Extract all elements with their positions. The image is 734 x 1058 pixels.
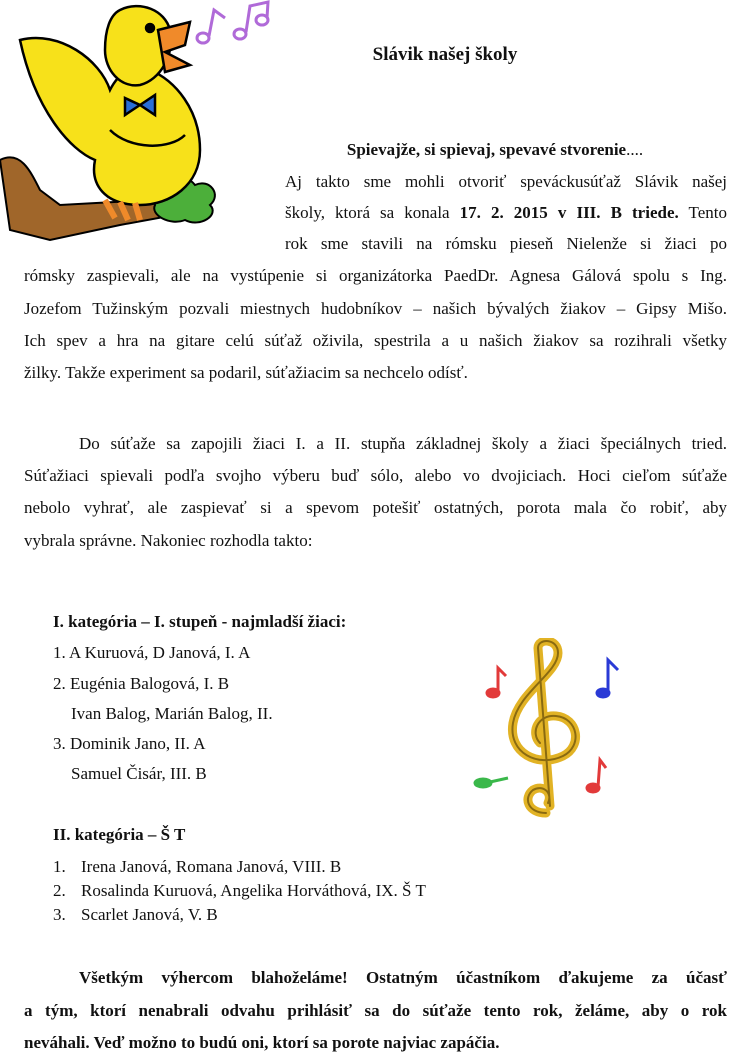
intro-line: Jozefom Tužinským pozvali miestnych hudobníkov – našich bývalých žiakov – Gipsy Mišo. — [24, 299, 727, 318]
intro-text: Tento — [678, 203, 727, 222]
list-number: 2. — [53, 881, 66, 900]
treble-clef-illustration — [468, 638, 624, 820]
para2-line: nebolo vyhrať, ale zaspievať si a spevom potešiť ostatných, porota mala čo robiť, aby — [24, 498, 727, 517]
intro-line: žilky. Takže experiment sa podaril, súťažiacim sa nechcelo odísť. — [24, 363, 468, 382]
closing-line: neváhali. Veď možno to budú oni, ktorí sa porote najviac zapáčia. — [24, 1033, 500, 1052]
para2-line: Súťažiaci spievali podľa svojho výberu buď sólo, alebo vo dvojiciach. Hoci cieľom súťaže — [24, 466, 727, 485]
page-title: Slávik našej školy — [372, 44, 518, 65]
list-item: 3. Dominik Jano, II. A — [53, 734, 206, 753]
para2-line: Do súťaže sa zapojili žiaci I. a II. stupňa základnej školy a žiaci špeciálnych tried. — [79, 434, 727, 453]
list-item — [53, 879, 426, 902]
list-text: Rosalinda Kuruová, Angelika Horváthová, IX. Š T — [81, 881, 426, 900]
music-note-icon — [197, 2, 268, 43]
para2-line: vybrala správne. Nakoniec rozhodla takto: — [24, 531, 313, 550]
intro-text: školy, ktorá sa konala — [285, 203, 460, 222]
intro-line: rómsky zaspievali, ale na vystúpenie si organizátorka PaedDr. Agnesa Gálová spolu s Ing. — [24, 266, 727, 285]
list-item: Samuel Čisár, III. B — [71, 764, 207, 783]
list-item: 1. A Kuruová, D Janová, I. A — [53, 643, 251, 662]
event-date: 17. 2. 2015 v III. B triede. — [459, 203, 679, 222]
intro-line — [285, 197, 727, 228]
list-item — [53, 903, 218, 926]
category2-heading: II. kategória – Š T — [53, 825, 186, 844]
subtitle — [270, 140, 720, 160]
bird-body-icon — [20, 6, 200, 220]
subtitle-dots: .... — [626, 140, 644, 159]
list-number: 3. — [53, 905, 66, 924]
list-item: Ivan Balog, Marián Balog, II. — [71, 704, 273, 723]
list-item — [53, 855, 341, 878]
list-text: Scarlet Janová, V. B — [81, 905, 218, 924]
blue-note-icon — [597, 660, 618, 697]
intro-line: rok sme stavili na rómsku pieseň Nielenže si žiaci po — [285, 234, 727, 253]
subtitle-text: Spievajže, si spievaj, spevavé stvorenie — [346, 140, 627, 159]
singing-bird-illustration — [0, 0, 282, 252]
intro-line: Aj takto sme mohli otvoriť speváckusúťaž Slávik našej — [285, 172, 727, 191]
category1-heading: I. kategória – I. stupeň - najmladší žiaci: — [53, 612, 347, 631]
list-item: 2. Eugénia Balogová, I. B — [53, 674, 230, 693]
closing-line: Všetkým výhercom blahoželáme! Ostatným účastníkom ďakujeme za účasť — [79, 968, 727, 987]
list-text: Irena Janová, Romana Janová, VIII. B — [81, 857, 342, 876]
closing-line: a tým, ktorí nenabrali odvahu prihlásiť sa do súťaže tento rok, želáme, aby o rok — [24, 1001, 727, 1020]
intro-line: Ich spev a hra na gitare celú súťaž oživila, spestrila a u našich žiakov sa rozihrali všetky — [24, 331, 727, 350]
treble-clef-icon — [512, 641, 575, 813]
list-number: 1. — [53, 857, 66, 876]
green-note-icon — [475, 778, 508, 787]
